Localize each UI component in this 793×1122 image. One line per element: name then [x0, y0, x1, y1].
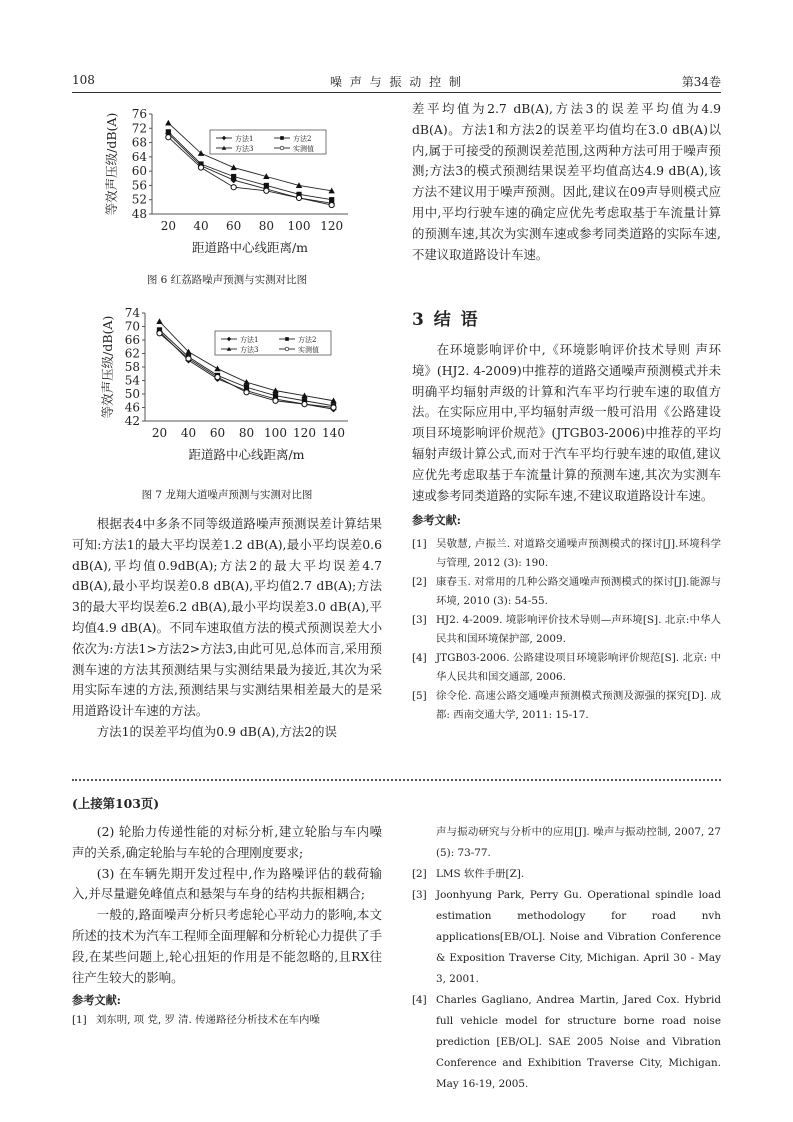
data-point [331, 405, 336, 410]
x-tick-label: 120 [320, 219, 344, 233]
legend-label: 方法3 [240, 346, 259, 354]
right-top-body [412, 99, 721, 265]
y-tick-label: 56 [131, 178, 147, 193]
paragraph: 差平均值为2.7 dB(A),方法3的误差平均值为4.9 dB(A)。方法1和方法2的误差平均值均在3.0 dB(A)以内,属于可接受的预测误差范围,这两种方法可用于噪声预测;方法3的模式预测结果误差平均值高达4.9 dB(A),该方法不建议用于噪声预测。因此,建议在09声导则模式应用中,平均行驶车速的确定应优先考虑取基于车流量计算的预测车速,其次为实测车速或参考同类道路的实际车速,不建议取道路设计车速。 [412, 101, 721, 262]
paragraph: 一般的,路面噪声分析只考虑轮心平动力的影响,本文所述的技术为汽车工程师全面理解和分析轮心力提供了手段,在某些问题上,轮心扭矩的作用是不能忽略的,且RX往往产生较大的影响。 [72, 907, 382, 985]
x-tick-label: 80 [238, 426, 255, 440]
legend-label: 方法2 [298, 336, 317, 344]
reference-item: [3] HJ2. 4-2009. 境影响评价技术导则—声环境[S]. 北京:中华人民共和国环境保护部, 2009. [412, 614, 721, 646]
continuation-references-title: 参考文献: [72, 993, 121, 1008]
data-point [230, 164, 236, 170]
references-title: 参考文献: [412, 513, 461, 528]
data-point [285, 347, 289, 351]
legend-label: 方法3 [235, 145, 254, 153]
reference-item: [5] 徐令伦. 高速公路交通噪声预测模式预测及源强的探究[D]. 成都: 西南交通大学, 2011: 15-17. [412, 690, 721, 722]
reference-list [412, 535, 721, 725]
reference-item: [2] LMS 软件手册[Z]. [412, 868, 525, 880]
y-tick-label: 52 [131, 192, 147, 207]
y-tick-label: 68 [131, 135, 147, 150]
conclusion-body [412, 340, 721, 725]
continuation-right-refs [412, 822, 721, 1095]
article-divider [72, 779, 721, 781]
data-point [214, 365, 220, 371]
paragraph: (3) 在车辆先期开发过程中,作为路噪评估的载荷输入,并尽量避免峰值点和悬架与车身的结构共振相耦合; [72, 865, 382, 902]
x-tick-label: 120 [293, 426, 316, 440]
y-axis-label: 等效声压级/dB(A) [104, 112, 119, 216]
y-tick-label: 46 [124, 400, 140, 415]
chart-fig6 [100, 100, 350, 270]
data-point [329, 197, 334, 202]
data-point [329, 202, 334, 207]
y-tick-label: 48 [131, 207, 147, 221]
data-point [273, 393, 278, 398]
x-tick-label: 40 [180, 426, 197, 440]
data-point [302, 402, 307, 407]
data-point [165, 120, 171, 126]
data-point [296, 195, 301, 200]
reference-item: [4] Charles Gagliano, Andrea Martin, Jared Cox. Hybrid full vehicle model for structure borne road noise prediction [EB/OL]. SAE 2005 Noise and Vibration Conference and Exhibition Traverse City, Michigan. May 16-19, 2005. [412, 994, 721, 1090]
data-point [280, 146, 284, 150]
x-tick-label: 60 [209, 426, 226, 440]
data-point [244, 390, 249, 395]
paragraph: 方法1的误差平均值为0.9 dB(A),方法2的误 [96, 723, 337, 739]
data-point [231, 185, 236, 190]
data-point [280, 136, 284, 140]
paragraph: (2) 轮胎力传递性能的对标分析,建立轮胎与车内噪声的关系,确定轮胎与车轮的合理刚度要求; [72, 824, 382, 860]
data-point [264, 183, 269, 188]
data-point [166, 129, 171, 134]
volume-label: 第34卷 [681, 75, 721, 89]
data-point [198, 165, 203, 170]
x-tick-label: 100 [287, 219, 311, 233]
y-tick-label: 58 [124, 360, 140, 374]
fig7-caption: 图 7 龙翔大道噪声预测与实测对比图 [141, 489, 313, 501]
y-axis-label: 等效声压级/dB(A) [100, 315, 115, 419]
fig6-caption: 图 6 红荔路噪声预测与实测对比图 [146, 274, 308, 286]
legend-label: 方法1 [240, 336, 259, 344]
reference-item: [2] 康春玉. 对常用的几种公路交通噪声预测模式的探讨[J].能源与环境, 2010 (3): 54-55. [412, 576, 721, 608]
legend-label: 实测值 [293, 145, 314, 153]
x-tick-label: 40 [193, 219, 209, 233]
data-point [156, 318, 162, 324]
y-tick-label: 54 [124, 373, 140, 388]
section-title: 3 结 语 [412, 310, 480, 330]
paragraph: 根据表4中多条不同等级道路噪声预测误差计算结果可知:方法1的最大平均误差1.2 dB(A),最小平均误差0.6 dB(A),平均值0.9dB(A);方法2的最大平均误差4.7 dB(A),最小平均误差0.8 dB(A),平均值2.7 dB(A);方法3的最大平均误差6.2 dB(A),最小平均误差3.0 dB(A),平均值4.9 dB(A)。不同车速取值方法的模式预测误差大小依次为:方法1>方法2>方法3,由此可见,总体而言,采用预测车速的方法其预测结果与实测结果最为接近,其次为采用实际车速的方法,预测结果与实测结果相差最大的是采用道路设计车速的方法。 [72, 516, 382, 719]
paragraph: 在环境影响评价中,《环境影响评价技术导则 声环境》(HJ2. 4-2009)中推荐的道路交通噪声预测模式并未明确平均辐射声级的计算和汽车平均行驶车速的取值方法。在实际应用中,平均辐射声级一般可沿用《公路建设项目环境影响评价规范》(JTGB03-2006)中推荐的平均辐射声级计算公式,而对于汽车平均行驶车速的取值,建议应优先考虑取基于车流量计算的预测车速,其次为实测车速或参考同类道路的实际车速,不建议取道路设计车速。 [412, 342, 721, 503]
x-tick-label: 140 [322, 426, 345, 440]
data-point [186, 356, 191, 361]
continuation-reference-list [72, 1011, 382, 1030]
legend-label: 实测值 [298, 346, 319, 354]
y-tick-label: 74 [124, 306, 140, 320]
left-body [72, 514, 382, 743]
reference-item: [3] Joonhyung Park, Perry Gu. Operational spindle load estimation methodology for road nvh applications[EB/OL]. Noise and Vibration Conference & Exposition Traverse City, Michigan. April 30 - May 3, 2001. [412, 889, 721, 985]
reference-item: 声与振动研究与分析中的应用[J]. 噪声与振动控制, 2007, 27 (5): 73-77. [436, 826, 721, 859]
data-point [285, 337, 289, 341]
x-tick-label: 100 [264, 426, 287, 440]
data-point [157, 331, 162, 336]
chart-fig7 [100, 303, 350, 473]
data-point [273, 398, 278, 403]
y-tick-label: 42 [124, 414, 140, 428]
data-point [215, 375, 220, 380]
x-tick-label: 20 [160, 219, 176, 233]
y-tick-label: 64 [131, 149, 147, 164]
reference-item: [1] 吴敬慧, 卢振兰. 对道路交通噪声预测模式的探讨[J].环境科学与管理, 2012 (3): 190. [412, 538, 721, 570]
x-axis-label: 距道路中心线距离/m [188, 447, 305, 462]
x-tick-label: 20 [151, 426, 168, 440]
legend-label: 方法1 [235, 135, 254, 143]
x-tick-label: 80 [258, 219, 274, 233]
data-point [243, 379, 249, 385]
y-tick-label: 60 [131, 164, 147, 179]
y-tick-label: 70 [124, 319, 140, 334]
page-number: 108 [72, 73, 95, 87]
data-point [231, 174, 236, 179]
y-tick-label: 62 [124, 346, 140, 361]
y-tick-label: 72 [131, 121, 147, 136]
journal-title: 噪 声 与 振 动 控 制 [330, 75, 463, 89]
x-axis-label: 距道路中心线距离/m [191, 240, 309, 255]
data-point [244, 385, 249, 390]
continuation-left [72, 822, 382, 1030]
header-rule [72, 92, 721, 93]
reference-item: [1] 刘东明, 项 党, 罗 清. 传递路径分析技术在车内噪 [72, 1014, 320, 1027]
data-point [264, 188, 269, 193]
data-point [166, 135, 171, 140]
y-tick-label: 50 [124, 387, 140, 401]
legend-label: 方法2 [293, 135, 312, 143]
reference-item: [4] JTGB03-2006. 公路建设项目环境影响评价规范[S]. 北京: 中华人民共和国交通部, 2006. [412, 652, 721, 684]
continuation-label: (上接第103页) [72, 796, 160, 811]
y-tick-label: 66 [124, 333, 140, 347]
y-tick-label: 76 [131, 107, 147, 121]
x-tick-label: 60 [226, 219, 242, 233]
